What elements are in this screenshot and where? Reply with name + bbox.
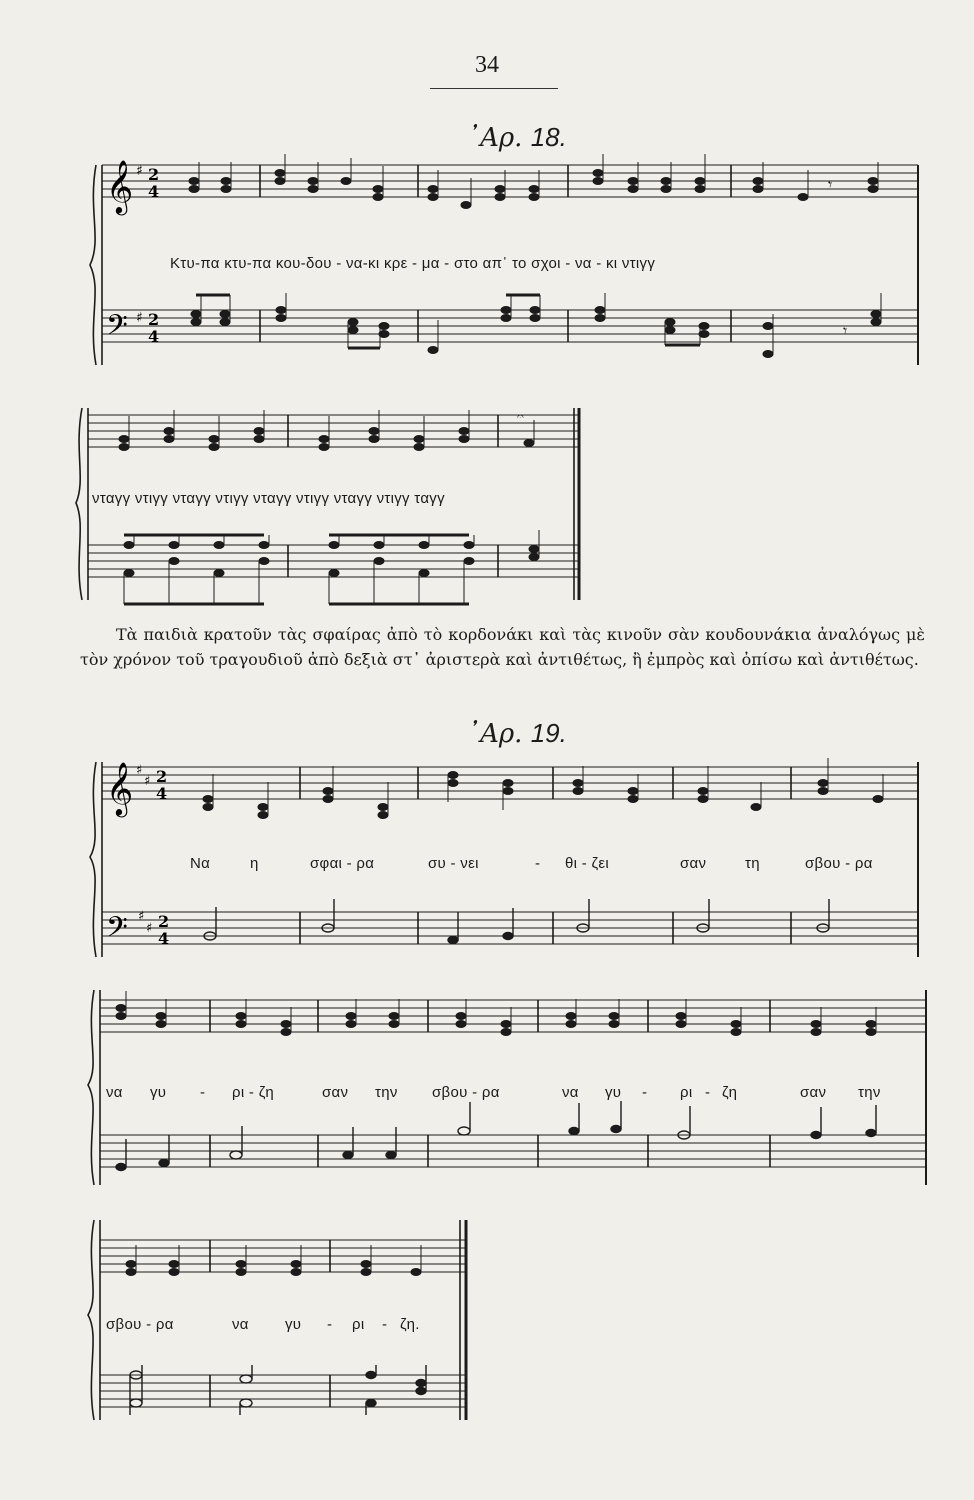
chord [698,766,708,803]
lyric-syllable: να [562,1084,579,1101]
chord [798,170,808,201]
chord [501,1007,511,1036]
chord [524,420,534,447]
chord [276,293,286,322]
piece-heading-ar19 [0,718,974,749]
chord [665,319,675,346]
chord [818,758,828,795]
sharp-icon: ♯ [136,763,143,778]
page-number-rule [430,88,558,89]
chord [428,320,438,354]
treble-notes [126,1245,421,1276]
chord [319,416,329,451]
sharp-icon: ♯ [136,310,143,326]
treble-notes [116,991,876,1036]
bass-notes [191,293,881,358]
chord [573,766,583,795]
half-note [458,1102,470,1135]
bass-staff [100,1135,926,1167]
chord [156,999,166,1028]
chord [461,178,471,209]
lyric-syllable: γυ [150,1084,167,1101]
quarter-note [811,1107,821,1139]
chord [308,162,318,193]
brace [76,408,82,600]
half-note [678,1106,690,1139]
sharp-icon: ♯ [138,909,145,924]
chord [661,162,671,193]
chord [119,416,129,451]
chord [221,162,231,193]
chord [189,162,199,193]
chord [503,780,513,811]
heading-prefix: ᾽Αρ. [467,123,523,153]
brace [90,165,96,365]
lyric-syllable: σφαι - ρα [310,855,375,872]
chord [361,1245,371,1276]
chord [373,166,383,201]
chord [291,1245,301,1276]
lyric-syllable: σαν [322,1084,349,1101]
chord [868,162,878,193]
eighth-rest-icon: 𝄾 [843,321,848,340]
bass-notes [124,530,539,604]
lyric-syllable: γυ [605,1084,622,1101]
time-signature: 4 [156,784,168,803]
chord [448,772,458,803]
bass-notes [116,1101,876,1171]
lyric-syllable: γυ [285,1316,302,1333]
chord [323,766,333,803]
lyrics-ar19-line3 [0,1316,974,1336]
chord [258,782,268,819]
chord [763,314,773,358]
time-signature: 2 [158,912,170,931]
lyric-syllable: ζη. [400,1316,420,1333]
chord [209,416,219,451]
heading-prefix: ᾽Αρ. [467,719,523,749]
chord [751,782,761,811]
chord [495,170,505,201]
lyric-syllable: - [327,1316,333,1333]
lyric-syllable: σβου - ρα [432,1084,500,1101]
chord [676,999,686,1028]
chord [628,162,638,193]
heading-number: 19. [530,718,567,748]
bass-clef-icon: 𝄢 [106,911,128,951]
quarter-note [116,1139,126,1171]
lyric-syllable: σαν [800,1084,827,1101]
chord [379,323,389,349]
lyric-syllable: - [200,1084,206,1101]
chord [866,1007,876,1036]
chord [811,1007,821,1036]
time-signature: 2 [156,767,168,786]
bass-clef-icon: 𝄢 [106,309,128,349]
lyric-syllable: σαν [680,855,707,872]
half-note [817,899,829,932]
bass-notes [204,899,829,944]
chord [593,154,603,185]
chord [203,774,213,811]
sharp-icon: ♯ [136,163,143,179]
lyric-syllable: η [250,855,259,872]
chord [341,158,351,185]
fermata-icon: 𝄐 [517,409,524,423]
lyrics-ar19-line1 [0,855,974,875]
chord [566,999,576,1028]
half-note [577,899,589,932]
half-note [322,899,334,932]
lyric-syllable: την [375,1084,398,1101]
chord [530,295,540,322]
time-signature: 2 [148,310,160,329]
lyric-syllable: - [705,1084,711,1101]
lyric-syllable: - [642,1084,648,1101]
instructions-paragraph: Τὰ παιδιὰ κρατοῦν τὰς σφαίρας ἀπὸ τὸ κορδονάκι καὶ τὰς κινοῦν σὰν κουδουνάκια ἀναλόγως μὲ τὸν χρόνον τοῦ τραγουδιοῦ ἀπὸ δεξιὰ στ᾽ ἀριστερὰ καὶ ἀντιθέτως, ἢ ἐμπρὸς καὶ ὀπίσω καὶ ἀντιθέτως. [80,625,925,669]
half-note [697,899,709,932]
chord [414,416,424,451]
chord [281,1007,291,1036]
chord [873,774,883,803]
time-signature: 4 [148,182,160,201]
quarter-note [569,1103,579,1135]
chord [411,1245,421,1276]
chord [389,999,399,1028]
lyric-syllable: Να [190,855,211,872]
chord [731,1007,741,1036]
bass-staff [100,1375,466,1407]
treble-clef-icon: 𝄞 [106,159,134,213]
piece-heading-ar18 [0,122,974,153]
chord [628,774,638,803]
treble-staff [100,1000,926,1032]
sharp-icon: ♯ [144,774,151,789]
lyric-syllable: - [382,1316,388,1333]
lyric-syllable: την [858,1084,881,1101]
chord [595,293,605,322]
lyric-syllable: ρι - ζη [232,1084,274,1101]
eighth-rest-icon: 𝄾 [828,175,833,194]
chord [116,991,126,1020]
chord [346,999,356,1028]
lyric-syllable: συ - νει [428,855,479,872]
chord [236,999,246,1028]
time-signature: 4 [158,929,170,948]
treble-staff [88,415,579,447]
lyric-syllable: να [232,1316,249,1333]
lyric-syllable: τη [745,855,760,872]
treble-clef-icon: 𝄞 [106,761,134,815]
lyrics-ar18-line1: Κτυ-πα κτυ-πα κου-δου - να-κι κρε - μα - στο απ᾽ το σχοι - να - κι ντιγγ [170,255,656,272]
treble-staff [100,1240,466,1272]
chord [428,170,438,201]
lyrics-ar18-line2: νταγγ ντιγγ νταγγ ντιγγ νταγγ ντιγγ νταγγ ντιγγ ταγγ [92,490,445,507]
lyric-syllable: ρι [352,1316,365,1333]
chord [169,1245,179,1276]
chord [348,319,358,349]
lyric-syllable: θι - ζει [565,855,610,872]
time-signature: 2 [148,165,160,184]
chord [236,1245,246,1276]
chord [378,782,388,819]
chord [753,162,763,193]
lyric-syllable: σβου - ρα [805,855,873,872]
chord [126,1245,136,1276]
sharp-icon: ♯ [146,921,153,936]
quarter-note [611,1101,621,1133]
lyric-syllable: σβου - ρα [106,1316,174,1333]
lyrics-ar19-line2 [0,1084,974,1104]
time-signature: 4 [148,327,160,346]
chord [456,999,466,1028]
chord [275,154,285,185]
quarter-note [866,1105,876,1137]
heading-number: 18. [530,122,567,152]
chord [609,999,619,1028]
lyric-syllable: ζη [722,1084,738,1101]
lyric-syllable: - [535,855,541,872]
chord [871,293,881,326]
chord [529,170,539,201]
quarter-note [503,908,513,940]
chord [501,295,511,322]
lyric-syllable: ρι [680,1084,693,1101]
lyric-syllable: να [106,1084,123,1101]
page-number: 34 [475,52,499,78]
chord [416,1365,426,1395]
